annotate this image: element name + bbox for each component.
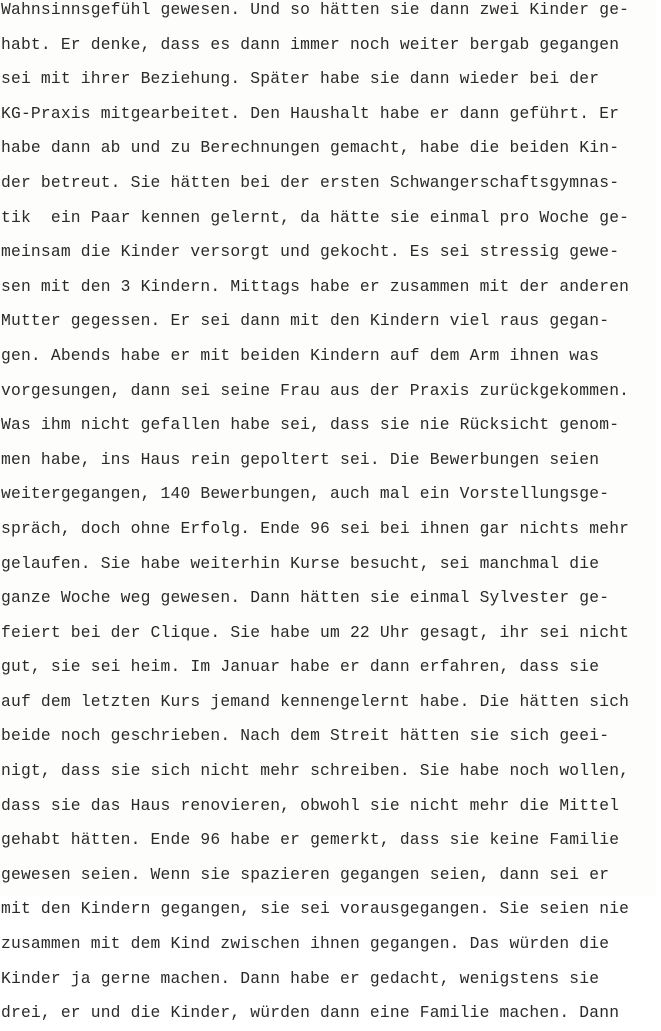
text-line: gehabt hätten. Ende 96 habe er gemerkt, dass sie keine Familie [1,830,620,850]
text-line: Mutter gegessen. Er sei dann mit den Kindern viel raus gegan- [1,311,610,331]
text-line: ganze Woche weg gewesen. Dann hätten sie einmal Sylvester ge- [1,588,610,608]
text-line: dass sie das Haus renovieren, obwohl sie nicht mehr die Mittel [1,795,620,815]
text-line: tik ein Paar kennen gelernt, da hätte sie einmal pro Woche ge- [1,207,630,227]
text-line: spräch, doch ohne Erfolg. Ende 96 sei bei ihnen gar nichts mehr [1,518,630,538]
text-line: gelaufen. Sie habe weiterhin Kurse besucht, sei manchmal die [1,553,600,573]
text-line: sen mit den 3 Kindern. Mittags habe er zusammen mit der anderen [1,276,630,296]
text-line: nigt, dass sie sich nicht mehr schreiben. Sie habe noch wollen, [1,761,630,781]
text-line: sei mit ihrer Beziehung. Später habe sie dann wieder bei der [1,69,600,89]
text-line: gen. Abends habe er mit beiden Kindern auf dem Arm ihnen was [1,345,600,365]
text-line: Was ihm nicht gefallen habe sei, dass sie nie Rücksicht genom- [1,415,620,435]
text-line: habe dann ab und zu Berechnungen gemacht, habe die beiden Kin- [1,138,620,158]
text-line: mit den Kindern gegangen, sie sei vorausgegangen. Sie seien nie [1,899,630,919]
text-line: zusammen mit dem Kind zwischen ihnen gegangen. Das würden die [1,934,610,954]
body-text [1,0,661,1031]
text-line: der betreut. Sie hätten bei der ersten Schwangerschaftsgymnas- [1,172,620,192]
text-line: beide noch geschrieben. Nach dem Streit hätten sie sich geei- [1,726,610,746]
text-line: feiert bei der Clique. Sie habe um 22 Uhr gesagt, ihr sei nicht [1,622,630,642]
text-line: vorgesungen, dann sei seine Frau aus der Praxis zurückgekommen. [1,380,630,400]
text-line: KG-Praxis mitgearbeitet. Den Haushalt habe er dann geführt. Er [1,103,620,123]
text-line: drei, er und die Kinder, würden dann eine Familie machen. Dann [1,1003,620,1023]
text-line: Kinder ja gerne machen. Dann habe er gedacht, wenigstens sie [1,968,600,988]
text-line: Wahnsinnsgefühl gewesen. Und so hätten sie dann zwei Kinder ge- [1,0,630,19]
text-line: weitergegangen, 140 Bewerbungen, auch mal ein Vorstellungsge- [1,484,610,504]
text-line: gut, sie sei heim. Im Januar habe er dann erfahren, dass sie [1,657,600,677]
text-line: meinsam die Kinder versorgt und gekocht. Es sei stressig gewe- [1,242,620,262]
text-line: men habe, ins Haus rein gepoltert sei. Die Bewerbungen seien [1,449,600,469]
text-line: auf dem letzten Kurs jemand kennengelernt habe. Die hätten sich [1,691,630,711]
text-line: gewesen seien. Wenn sie spazieren gegangen seien, dann sei er [1,864,610,884]
text-line: habt. Er denke, dass es dann immer noch weiter bergab gegangen [1,34,620,54]
